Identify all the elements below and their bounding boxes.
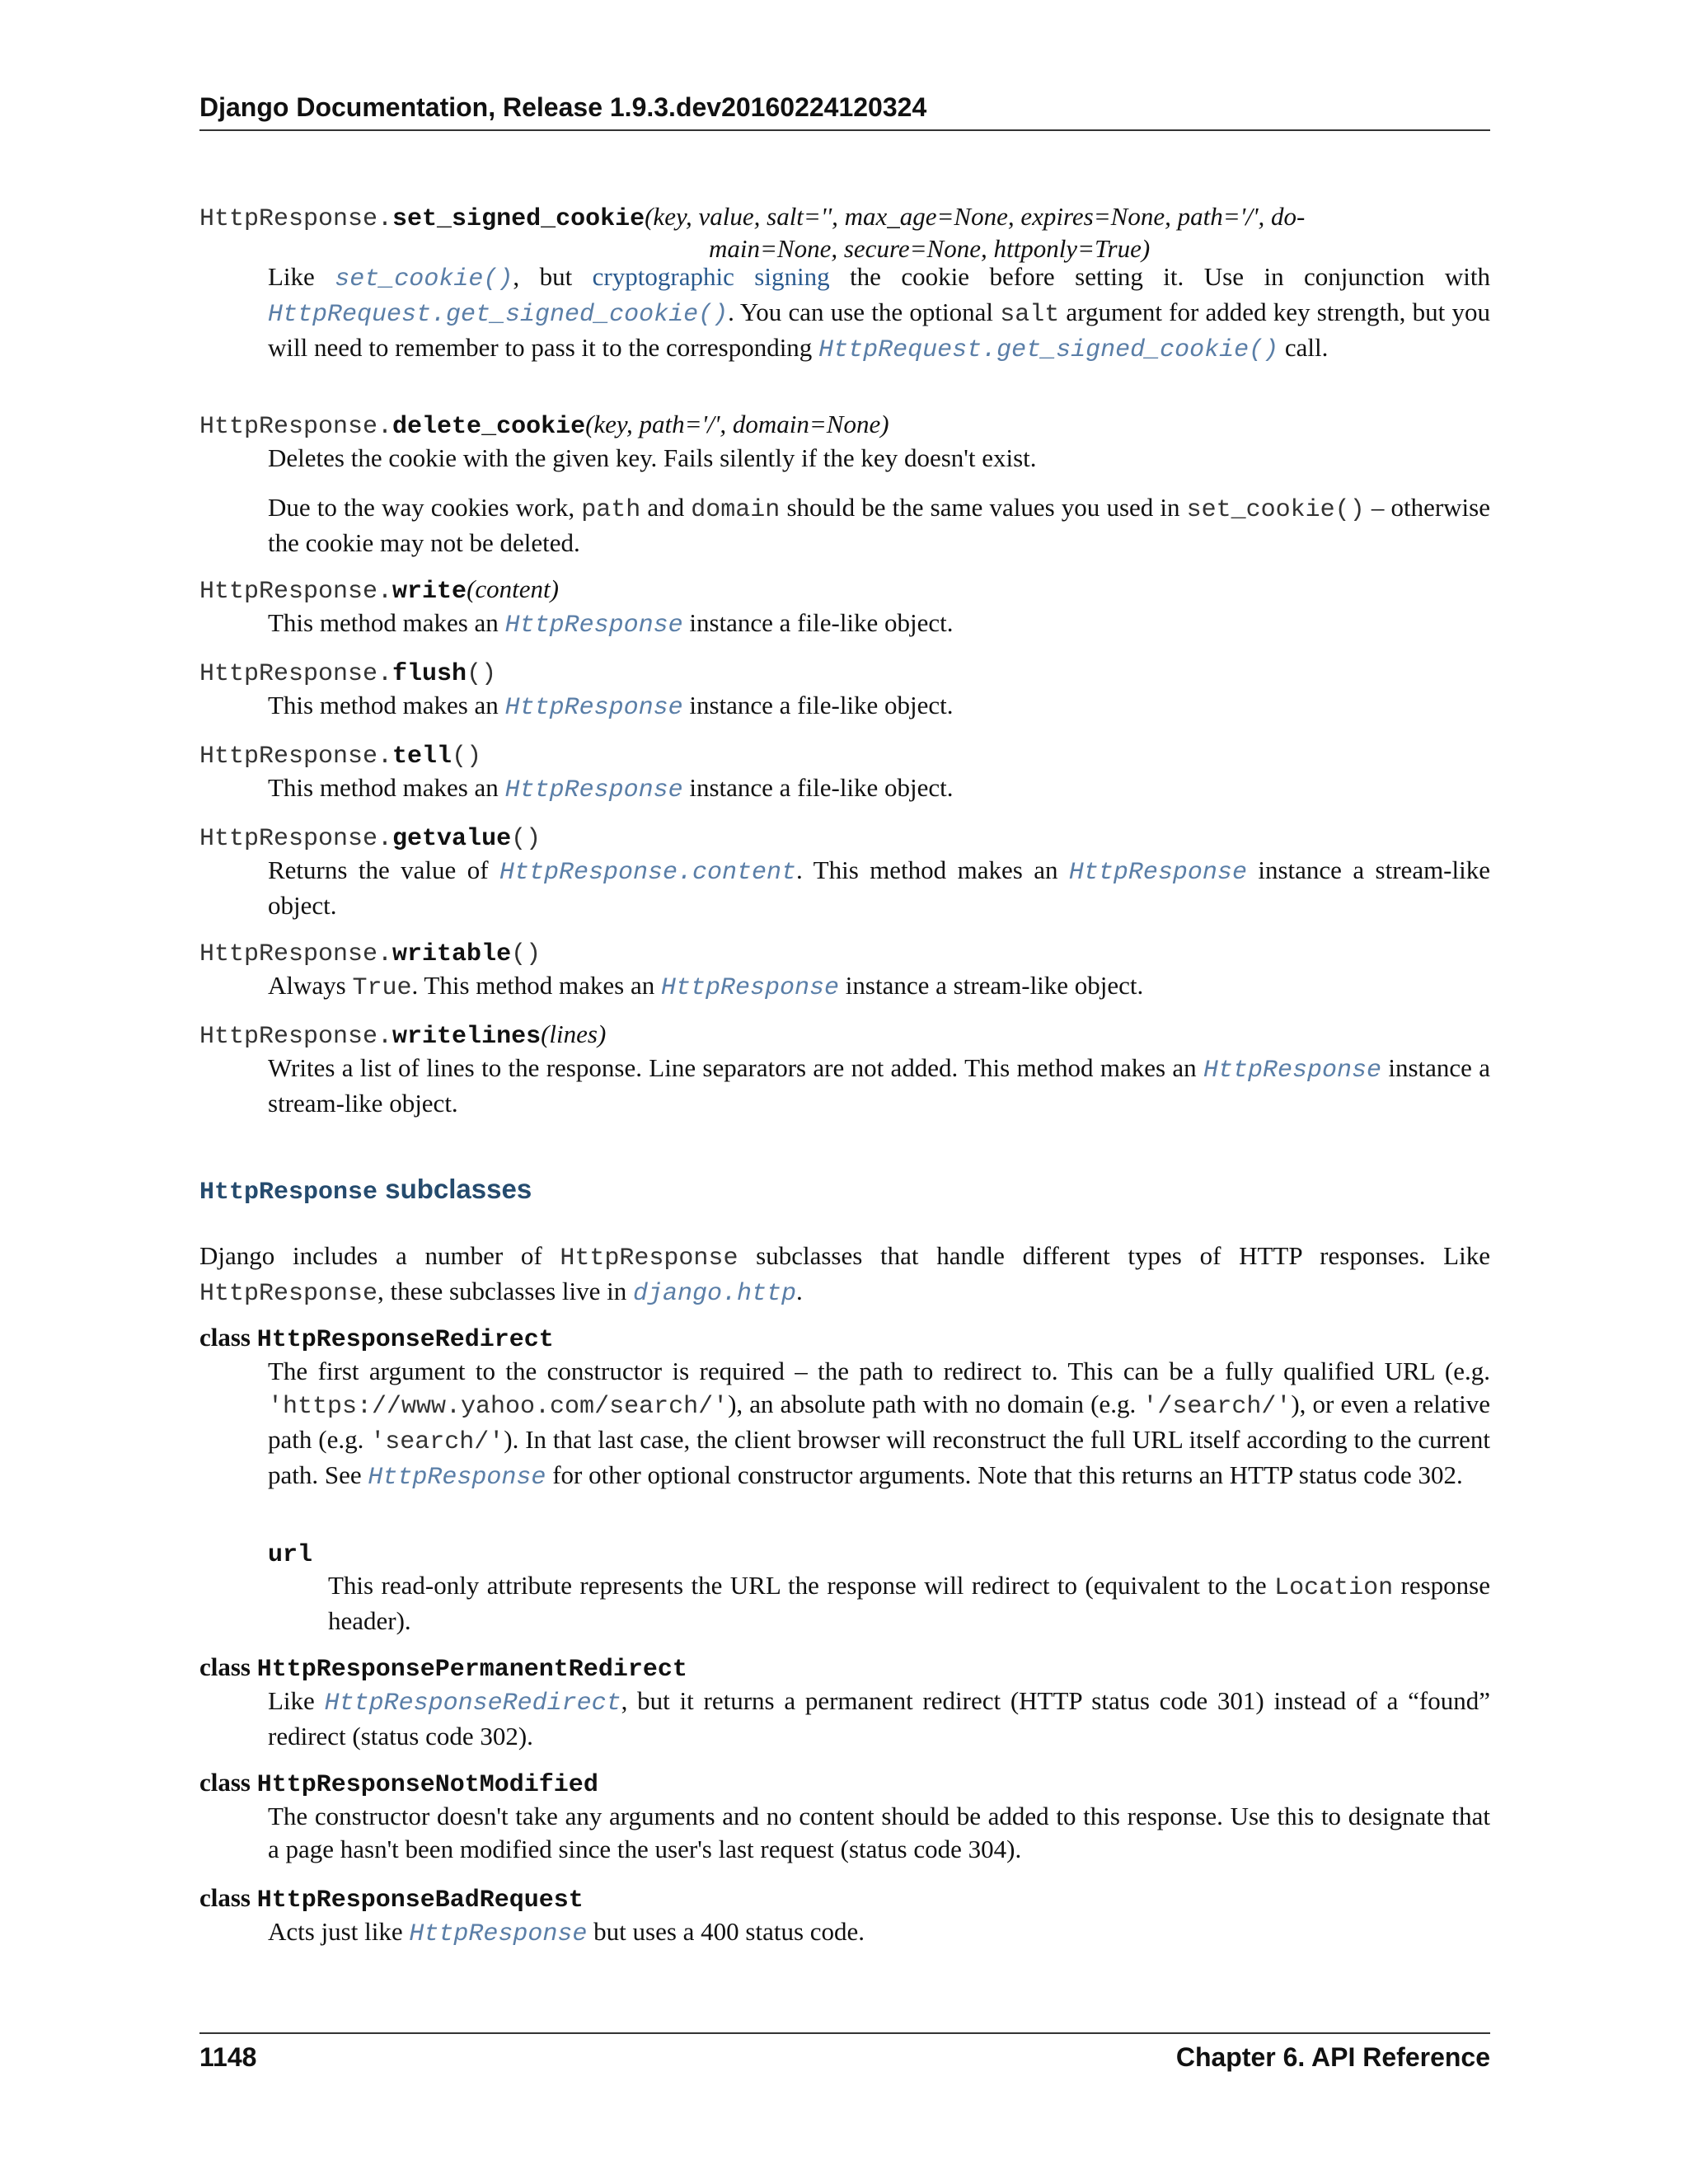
sig-params: (key, path='/', domain=None) xyxy=(585,410,889,438)
text: , but it returns a permanent redirect (HTTP status code 301) instead of a “found” redirect (status code 302). xyxy=(268,1686,1490,1750)
link-set-cookie[interactable]: set_cookie() xyxy=(335,265,513,293)
text: instance a stream-like object. xyxy=(268,1053,1490,1118)
signature-write xyxy=(199,574,559,606)
link-django-http[interactable]: django.http xyxy=(633,1280,797,1308)
text: . xyxy=(796,1277,803,1305)
text: Returns the value of xyxy=(268,855,499,884)
code-httpresponse: HttpResponse xyxy=(199,1280,378,1308)
code-path-example: '/search/' xyxy=(1142,1393,1292,1421)
text: instance a file-like object. xyxy=(682,773,954,802)
class-keyword: class xyxy=(199,1768,257,1797)
desc-httpresponsenotmodified xyxy=(268,1800,1490,1866)
code-domain: domain xyxy=(691,496,781,524)
sig-prefix: HttpResponse. xyxy=(199,743,393,771)
section-heading-code: HttpResponse xyxy=(199,1179,378,1207)
sig-params: () xyxy=(452,743,482,771)
desc-delete-cookie xyxy=(268,442,1490,475)
text: Django includes a number of xyxy=(199,1241,560,1270)
link-httpresponse[interactable]: HttpResponse xyxy=(504,776,683,804)
signature-httpresponsenotmodified xyxy=(199,1768,598,1799)
text: and xyxy=(640,493,692,522)
text: instance a file-like object. xyxy=(682,608,954,637)
code-httpresponse: HttpResponse xyxy=(560,1244,738,1272)
sig-prefix: HttpResponse. xyxy=(199,825,393,853)
link-httpresponse[interactable]: HttpResponse xyxy=(504,612,683,640)
sig-prefix: HttpResponse. xyxy=(199,940,393,968)
desc-httpresponseredirect xyxy=(268,1355,1490,1494)
desc-getvalue xyxy=(268,854,1490,922)
page-header-title: Django Documentation, Release 1.9.3.dev20160224120324 xyxy=(199,92,927,122)
sig-prefix: HttpResponse. xyxy=(199,578,393,606)
signature-delete-cookie xyxy=(199,410,889,441)
text: should be the same values you used in xyxy=(780,493,1187,522)
page-number: 1148 xyxy=(199,2042,257,2072)
desc-writelines xyxy=(268,1052,1490,1120)
sig-prefix: HttpResponse. xyxy=(199,205,393,233)
desc-write xyxy=(268,607,1490,642)
text: Like xyxy=(268,262,335,291)
sig-name: writable xyxy=(392,940,512,968)
signature-httpresponseredirect xyxy=(199,1323,554,1354)
text: – otherwise the cookie may not be deleted. xyxy=(268,493,1490,557)
code-url-example: 'https://www.yahoo.com/search/' xyxy=(268,1393,729,1421)
link-httpresponseredirect[interactable]: HttpResponseRedirect xyxy=(324,1690,621,1718)
signature-set-signed-cookie xyxy=(199,202,1305,233)
desc-set-signed-cookie xyxy=(268,260,1490,367)
desc-attribute-url xyxy=(328,1569,1490,1638)
sig-name: set_signed_cookie xyxy=(392,205,645,233)
link-get-signed-cookie[interactable]: HttpRequest.get_signed_cookie() xyxy=(268,301,729,329)
text: The constructor doesn't take any arguments and no content should be added to this response. Use this to designate that a page hasn't been modified since the user's last request (status code 304). xyxy=(268,1802,1490,1863)
class-name: HttpResponseRedirect xyxy=(256,1326,554,1354)
text: . This method makes an xyxy=(796,855,1069,884)
section-heading-text: subclasses xyxy=(377,1174,532,1204)
sig-params: (lines) xyxy=(541,1019,607,1048)
sig-prefix: HttpResponse. xyxy=(199,660,393,688)
code-salt: salt xyxy=(1000,301,1060,329)
signature-httpresponsepermanentredirect xyxy=(199,1652,687,1684)
text: instance a stream-like object. xyxy=(839,971,1144,1000)
sig-params: () xyxy=(511,825,542,853)
text: subclasses that handle different types of HTTP responses. Like xyxy=(738,1241,1490,1270)
link-httpresponse[interactable]: HttpResponse xyxy=(660,974,840,1002)
text: This method makes an xyxy=(268,773,505,802)
text: argument for added key strength, but you will need to remember to pass it to the corresponding xyxy=(268,298,1490,362)
link-httpresponse[interactable]: HttpResponse xyxy=(409,1920,588,1948)
text: The first argument to the constructor is required – the path to redirect to. This can be a fully qualified URL (e.g. xyxy=(268,1357,1490,1385)
desc-httpresponsepermanentredirect xyxy=(268,1685,1490,1753)
text: Always xyxy=(268,971,353,1000)
class-keyword: class xyxy=(199,1652,257,1681)
code-location: Location xyxy=(1274,1574,1394,1602)
sig-name: flush xyxy=(392,660,467,688)
text: This method makes an xyxy=(268,608,505,637)
sig-name: write xyxy=(392,578,467,606)
chapter-title: Chapter 6. API Reference xyxy=(1175,2042,1490,2072)
attribute-url xyxy=(268,1538,312,1569)
code-set-cookie: set_cookie() xyxy=(1186,496,1365,524)
text: the cookie before setting it. Use in conjunction with xyxy=(829,262,1490,291)
sig-name: tell xyxy=(392,743,452,771)
text: , but xyxy=(513,262,593,291)
text: Writes a list of lines to the response. Line separators are not added. This method makes an xyxy=(268,1053,1203,1082)
class-name: HttpResponsePermanentRedirect xyxy=(256,1656,687,1684)
desc-tell xyxy=(268,771,1490,807)
link-cryptographic-signing[interactable]: cryptographic signing xyxy=(592,262,830,291)
class-keyword: class xyxy=(199,1883,257,1912)
text: ), or even a relative path (e.g. xyxy=(268,1390,1490,1454)
sig-params: () xyxy=(511,940,542,968)
text: response header). xyxy=(328,1571,1490,1635)
section-heading xyxy=(199,1174,532,1207)
text: This read-only attribute represents the URL the response will redirect to (equivalent to the xyxy=(328,1571,1275,1600)
sig-params: () xyxy=(467,660,497,688)
text: . You can use the optional xyxy=(728,298,1001,326)
sig-name: delete_cookie xyxy=(392,413,586,441)
class-name: HttpResponseBadRequest xyxy=(256,1886,584,1915)
code-relative-example: 'search/' xyxy=(370,1428,504,1456)
paragraph: Deletes the cookie with the given key. Fails silently if the key doesn't exist. xyxy=(268,443,1037,472)
desc-httpresponsebadrequest xyxy=(268,1915,1490,1951)
link-httpresponse[interactable]: HttpResponse xyxy=(504,694,683,722)
text: This method makes an xyxy=(268,691,505,719)
text: Like xyxy=(268,1686,325,1715)
text: call. xyxy=(1278,333,1329,362)
text: , these subclasses live in xyxy=(377,1277,633,1305)
text: instance a stream-like object. xyxy=(268,855,1490,920)
sig-params: (key, value, salt='', max_age=None, expires=None, path='/', do- xyxy=(645,202,1306,231)
sig-params-cont: main=None, secure=None, httponly=True) xyxy=(709,234,1151,263)
footer-rule xyxy=(199,2032,1490,2034)
code-path: path xyxy=(581,496,641,524)
sig-prefix: HttpResponse. xyxy=(199,1023,393,1051)
attribute-name: url xyxy=(268,1541,313,1569)
text: Due to the way cookies work, xyxy=(268,493,582,522)
header-rule xyxy=(199,129,1490,131)
signature-getvalue xyxy=(199,822,541,853)
desc-writable xyxy=(268,969,1490,1005)
link-get-signed-cookie-2[interactable]: HttpRequest.get_signed_cookie() xyxy=(818,336,1279,364)
signature-writable xyxy=(199,937,541,968)
sig-name: writelines xyxy=(392,1023,542,1051)
signature-httpresponsebadrequest xyxy=(199,1883,584,1915)
desc-flush xyxy=(268,689,1490,724)
link-httpresponse[interactable]: HttpResponse xyxy=(368,1464,546,1492)
desc-delete-cookie-note xyxy=(268,491,1490,560)
signature-writelines xyxy=(199,1019,606,1051)
signature-tell xyxy=(199,739,481,771)
text: . This method makes an xyxy=(411,971,661,1000)
code-true: True xyxy=(352,974,412,1002)
sig-name: getvalue xyxy=(392,825,512,853)
link-httpresponse-content[interactable]: HttpResponse.content xyxy=(499,859,797,887)
section-intro xyxy=(199,1240,1490,1310)
link-httpresponse[interactable]: HttpResponse xyxy=(1068,859,1247,887)
sig-prefix: HttpResponse. xyxy=(199,413,393,441)
text: but uses a 400 status code. xyxy=(587,1917,865,1946)
link-httpresponse[interactable]: HttpResponse xyxy=(1203,1057,1381,1085)
sig-params: (content) xyxy=(467,574,559,603)
text: ). In that last case, the client browser will reconstruct the full URL itself according to the current path. See xyxy=(268,1425,1490,1489)
class-keyword: class xyxy=(199,1323,257,1352)
text: Acts just like xyxy=(268,1917,410,1946)
text: ), an absolute path with no domain (e.g. xyxy=(728,1390,1143,1418)
class-name: HttpResponseNotModified xyxy=(256,1771,598,1799)
signature-set-signed-cookie-cont xyxy=(709,234,1150,264)
text: instance a file-like object. xyxy=(682,691,954,719)
signature-flush xyxy=(199,657,496,688)
text: for other optional constructor arguments. Note that this returns an HTTP status code 302. xyxy=(546,1460,1463,1489)
